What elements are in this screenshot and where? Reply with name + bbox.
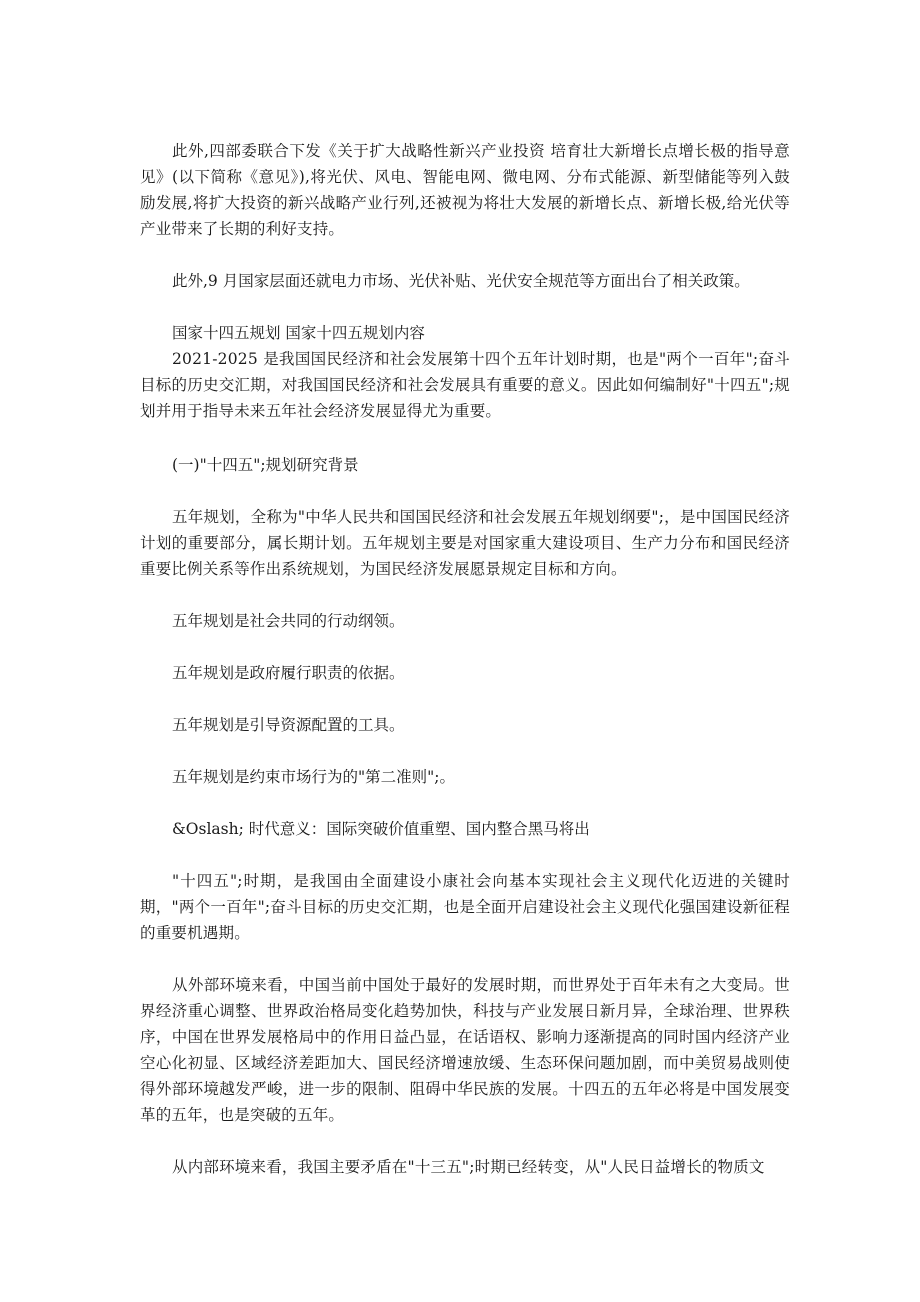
paragraph-resource-tool: 五年规划是引导资源配置的工具。 (172, 716, 405, 734)
paragraph-five-year-plan-definition: 五年规划，全称为"中华人民共和国国民经济和社会发展五年规划纲要";，是中国国民经济计划的重要部分，属长期计划。五年规划主要是对国家重大建设项目、生产力分布和国民经济重要比例关系等作出系统规划，为国民经济发展愿景规定目标和方向。 (140, 508, 790, 578)
paragraph-policy-opinion: 此外,四部委联合下发《关于扩大战略性新兴产业投资 培育壮大新增长点增长极的指导意见》(以下简称《意见》),将光伏、风电、智能电网、微电网、分布式能源、新型储能等列入鼓励发展,将扩大投资的新兴战略产业行列,还被视为将壮大发展的新增长点、新增长极,给光伏等产业带来了长期的利好支持。 (140, 142, 790, 238)
section-heading-14th-plan: 国家十四五规划 国家十四五规划内容 (172, 324, 425, 342)
paragraph-government-basis: 五年规划是政府履行职责的依据。 (172, 664, 405, 682)
paragraph-internal-environment: 从内部环境来看，我国主要矛盾在"十三五";时期已经转变，从"人民日益增长的物质文 (172, 1158, 765, 1176)
subheading-research-background: (一)"十四五";规划研究背景 (172, 456, 359, 474)
paragraph-september-policies: 此外,9 月国家层面还就电力市场、光伏补贴、光伏安全规范等方面出台了相关政策。 (172, 272, 750, 290)
paragraph-external-environment: 从外部环境来看，中国当前中国处于最好的发展时期，而世界处于百年未有之大变局。世界经济重心调整、世界政治格局变化趋势加快，科技与产业发展日新月异，全球治理、世界秩序，中国在世界发展格局中的作用日益凸显，在话语权、影响力逐渐提高的同时国内经济产业空心化初显、区域经济差距加大、国民经济增速放缓、生态环保问题加剧，而中美贸易战则使得外部环境越发严峻，进一步的限制、阻碍中华民族的发展。十四五的五年必将是中国发展变革的五年，也是突破的五年。 (140, 976, 790, 1124)
paragraph-14th-period: "十四五";时期，是我国由全面建设小康社会向基本实现社会主义现代化迈进的关键时期，"两个一百年";奋斗目标的历史交汇期，也是全面开启建设社会主义现代化强国建设新征程的重要机遇期。 (140, 872, 790, 942)
paragraph-plan-intro: 2021-2025 是我国国民经济和社会发展第十四个五年计划时期，也是"两个一百年";奋斗目标的历史交汇期，对我国国民经济和社会发展具有重要的意义。因此如何编制好"十四五";规划并用于指导未来五年社会经济发展显得尤为重要。 (140, 350, 790, 420)
paragraph-action-program: 五年规划是社会共同的行动纲领。 (172, 612, 405, 630)
paragraph-market-rule: 五年规划是约束市场行为的"第二准则";。 (172, 768, 455, 786)
subheading-era-significance: &Oslash; 时代意义：国际突破价值重塑、国内整合黑马将出 (172, 820, 590, 838)
